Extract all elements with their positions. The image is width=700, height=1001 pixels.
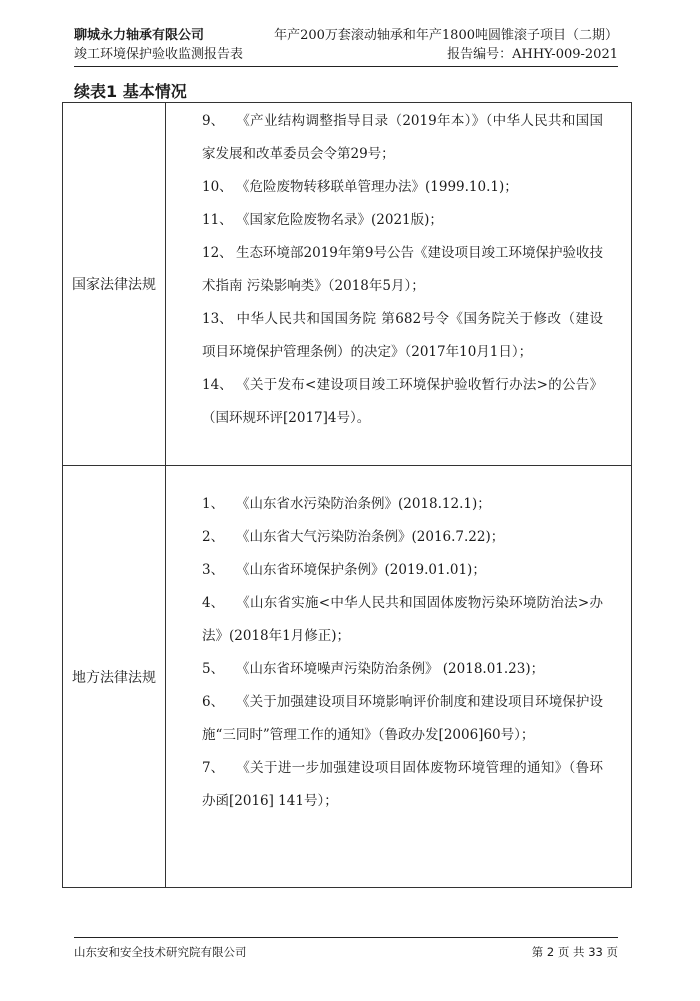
items-cell-national [166, 103, 632, 466]
list-item: 3、 《山东省环境保护条例》(2019.01.01)； [202, 562, 486, 578]
list-item: 10、 《危险废物转移联单管理办法》(1999.10.1)； [202, 179, 518, 195]
list-item: 1、 《山东省水污染防治条例》(2018.12.1)； [202, 496, 491, 512]
page-number: 第 2 页 共 33 页 [531, 945, 618, 959]
table-row-local [63, 466, 632, 888]
page-footer [74, 937, 618, 960]
list-item: 14、 《关于发布<建设项目竣工环境保护验收暂行办法>的公告》（国环规环评[2017]4号）。 [202, 377, 603, 426]
table-row-national [63, 103, 632, 466]
list-item: 11、 《国家危险废物名录》(2021版)； [202, 212, 443, 228]
list-item: 2、 《山东省大气污染防治条例》(2016.7.22)； [202, 529, 505, 545]
header-line-2 [74, 45, 618, 67]
regulations-table [62, 102, 632, 888]
list-item: 5、 《山东省环境噪声污染防治条例》 (2018.01.23)； [202, 661, 545, 677]
list-item: 7、 《关于进一步加强建设项目固体废物环境管理的通知》（鲁环办函[2016] 141号）； [202, 760, 603, 809]
header-line-1 [74, 26, 618, 45]
section-title: 续表1 基本情况 [74, 82, 187, 101]
list-item: 12、 生态环境部2019年第9号公告《建设项目竣工环境保护验收技术指南 污染影响类》（2018年5月）； [202, 245, 603, 294]
project-name: 年产200万套滚动轴承和年产1800吨圆锥滚子项目（二期） [274, 28, 618, 43]
items-cell-local [166, 466, 632, 888]
report-number: 报告编号：AHHY-009-2021 [447, 47, 618, 62]
list-item: 6、 《关于加强建设项目环境影响评价制度和建设项目环境保护设施“三同时”管理工作的通知》（鲁政办发[2006]60号）； [202, 694, 603, 743]
list-item: 4、 《山东省实施<中华人民共和国固体废物污染环境防治法>办法》(2018年1月修正)； [202, 595, 603, 644]
category-cell-local: 地方法律法规 [63, 466, 166, 888]
footer-institute: 山东安和安全技术研究院有限公司 [74, 945, 247, 959]
category-cell-national: 国家法律法规 [63, 103, 166, 466]
list-item: 9、 《产业结构调整指导目录（2019年本）》（中华人民共和国国家发展和改革委员会令第29号； [202, 113, 603, 162]
list-item: 13、 中华人民共和国国务院 第682号令《国务院关于修改（建设项目环境保护管理条例）的决定》（2017年10月1日）； [202, 311, 603, 360]
company-name: 聊城永力轴承有限公司 [74, 28, 205, 43]
report-type: 竣工环境保护验收监测报告表 [74, 47, 244, 62]
page-header [74, 26, 618, 67]
